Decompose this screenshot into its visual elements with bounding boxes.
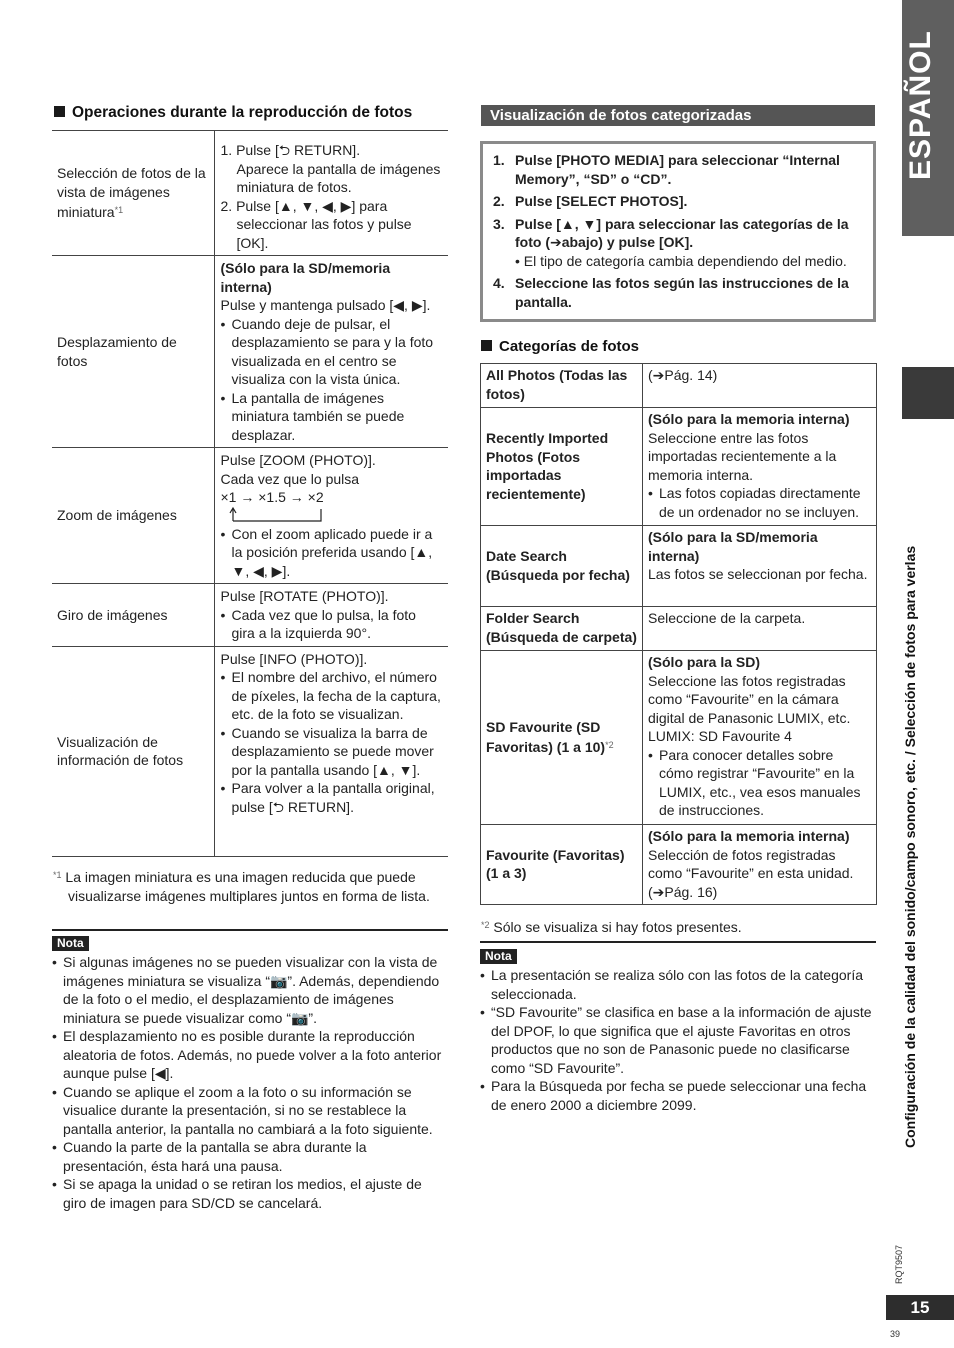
list-item: • Si se apaga la unidad o se retiran los medios, el ajuste de giro de imagen para SD/CD se cancelará. — [52, 1175, 444, 1212]
nota-list — [480, 966, 872, 1114]
row-label: Desplazamiento de fotos — [52, 256, 214, 448]
table-row — [481, 651, 877, 825]
category-label: Folder Search (Búsqueda de carpeta) — [481, 607, 643, 651]
row-content: Pulse [INFO (PHOTO)]. • El nombre del archivo, el número de píxeles, la fecha de la captura, etc. de la foto se visualizan. • Cuando se visualiza la barra de desplazamiento se puede mover por la pantalla usando [▲, ▼]. • Para volver a la pantalla original, pulse [⮌ RETURN]. — [214, 646, 448, 856]
list-item: • Cuando la parte de la pantalla se abra durante la presentación, ésta hará una pausa. — [52, 1138, 444, 1175]
categories-heading: Categorías de fotos — [481, 338, 639, 357]
square-bullet-icon — [54, 106, 65, 117]
doc-code: RQT9507 — [894, 1244, 904, 1284]
language-tab — [902, 0, 954, 236]
category-label: Recently Imported Photos (Fotos importadas recientemente) — [481, 408, 643, 526]
table-row — [481, 825, 877, 905]
step-item: 3. Pulse [▲, ▼] para seleccionar las categorías de la foto (➔abajo) y pulse [OK]. • El tipo de categoría cambia dependiendo del medio. — [493, 215, 849, 269]
footnote-2: $^{*2}$ Sólo se visualiza si hay fotos presentes. — [481, 919, 742, 935]
small-page-number: 39 — [890, 1329, 901, 1339]
category-content: (➔Pág. 14) — [643, 364, 877, 408]
step-item: 4. Seleccione las fotos según las instrucciones de la pantalla. — [493, 275, 849, 310]
categories-table — [480, 363, 877, 905]
row-content: Pulse [ZOOM (PHOTO)]. Cada vez que lo pulsa ×1 → ×1.5 → ×2 • Con el zoom aplicado puede ir a la posición preferida usando [▲, ▼, ◀, ▶]. — [214, 448, 448, 584]
list-item: • Cuando se aplique el zoom a la foto o su información se visualice durante la presentación, si no se restablece la pantalla anterior, la pantalla no cambiará a la foto siguiente. — [52, 1083, 444, 1139]
table-row — [52, 131, 448, 256]
row-label: Zoom de imágenes — [52, 448, 214, 584]
row-label: Visualización de información de fotos — [52, 646, 214, 856]
category-label: Date Search (Búsqueda por fecha) — [481, 526, 643, 607]
category-label: All Photos (Todas las fotos) — [481, 364, 643, 408]
step-item: 1. Pulse [PHOTO MEDIA] para seleccionar “Internal Memory”, “SD” o “CD”. — [493, 152, 840, 187]
list-item: • Si algunas imágenes no se pueden visualizar con la vista de imágenes miniatura se visualiza “📷”. Además, dependiendo de la foto o el medio, el desplazamiento de imágenes miniatura se puede visualizar como “📷”. — [52, 953, 444, 1027]
nota-label: Nota — [480, 949, 517, 964]
category-content: (Sólo para la memoria interna) Seleccione entre las fotos importadas recientemente a la memoria interna. • Las fotos copiadas directamente de un ordenador no se incluyen. — [643, 408, 877, 526]
nota-divider — [52, 929, 448, 931]
row-label: Selección de fotos de la vista de imágenes miniatura$^{*1}$ — [52, 131, 214, 256]
zoom-cycle-arrow-icon — [221, 507, 444, 525]
category-content: Seleccione de la carpeta. — [643, 607, 877, 651]
table-row — [52, 256, 448, 448]
nota-divider — [480, 941, 876, 943]
footnote-1: $^{*1}$ La imagen miniatura es una imagen reducida que puede visualizarse imágenes multiplares juntos en forma de lista. — [53, 869, 430, 904]
page-number: 15 — [886, 1295, 954, 1320]
table-row — [52, 646, 448, 856]
nota-label: Nota — [52, 936, 89, 951]
row-content: 1. Pulse [⮌ RETURN]. Aparece la pantalla de imágenes miniatura de fotos. 2. Pulse [▲, ▼, ◀, ▶] para seleccionar las fotos y pulse [OK]. — [214, 131, 448, 256]
operations-table — [52, 130, 448, 857]
table-row — [481, 526, 877, 607]
category-label: SD Favourite (SD Favoritas) (1 a 10)$^{*2}$ — [481, 651, 643, 825]
table-row — [481, 408, 877, 526]
row-content: Pulse [ROTATE (PHOTO)]. • Cada vez que lo pulsa, la foto gira a la izquierda 90°. — [214, 584, 448, 647]
square-bullet-icon — [481, 340, 492, 351]
categorized-photos-bar: Visualización de fotos categorizadas — [481, 105, 875, 126]
language-label: ESPAÑOL — [904, 30, 937, 180]
operations-heading: Operaciones durante la reproducción de fotos — [54, 104, 412, 123]
list-item: • El desplazamiento no es posible durante la reproducción aleatoria de fotos. Además, no puede volver a la foto anterior aunque pulse [◀]. — [52, 1027, 444, 1083]
table-row — [481, 364, 877, 408]
row-label: Giro de imágenes — [52, 584, 214, 647]
step-item: 2. Pulse [SELECT PHOTOS]. — [493, 193, 688, 209]
section-tab-marker — [902, 367, 954, 419]
nota-list — [52, 953, 444, 1212]
list-item: • Para la Búsqueda por fecha se puede seleccionar una fecha de enero 2000 a diciembre 2099. — [480, 1077, 872, 1114]
section-side-title: Configuración de la calidad del sonido/campo sonoro, etc. / Selección de fotos para verlas — [902, 545, 918, 1148]
table-row — [52, 584, 448, 647]
category-content: (Sólo para la memoria interna) Selección de fotos registradas como “Favourite” en esta unidad. (➔Pág. 16) — [643, 825, 877, 905]
row-content: (Sólo para la SD/memoria interna) Pulse y mantenga pulsado [◀, ▶]. • Cuando deje de pulsar, el desplazamiento se para y la foto visualizada en el centro se visualiza con la vista única. • La pantalla de imágenes miniatura también se puede desplazar. — [214, 256, 448, 448]
table-row — [481, 607, 877, 651]
table-row — [52, 448, 448, 584]
category-content: (Sólo para la SD/memoria interna) Las fotos se seleccionan por fecha. — [643, 526, 877, 607]
list-item: • La presentación se realiza sólo con las fotos de la categoría seleccionada. — [480, 966, 872, 1003]
category-content: (Sólo para la SD) Seleccione las fotos registradas como “Favourite” en la cámara digital de Panasonic LUMIX, etc. LUMIX: SD Favourite 4 • Para conocer detalles sobre cómo registrar “Favourite” en la LUMIX, etc., vea esos manuales de instrucciones. — [643, 651, 877, 825]
steps-box — [480, 141, 876, 322]
list-item: • “SD Favourite” se clasifica en base a la información de ajuste del DPOF, lo que significa que el ajuste Favoritas en otros productos que no son de Panasonic puede no clasificarse como “SD Favourite”. — [480, 1003, 872, 1077]
category-label: Favourite (Favoritas) (1 a 3) — [481, 825, 643, 905]
